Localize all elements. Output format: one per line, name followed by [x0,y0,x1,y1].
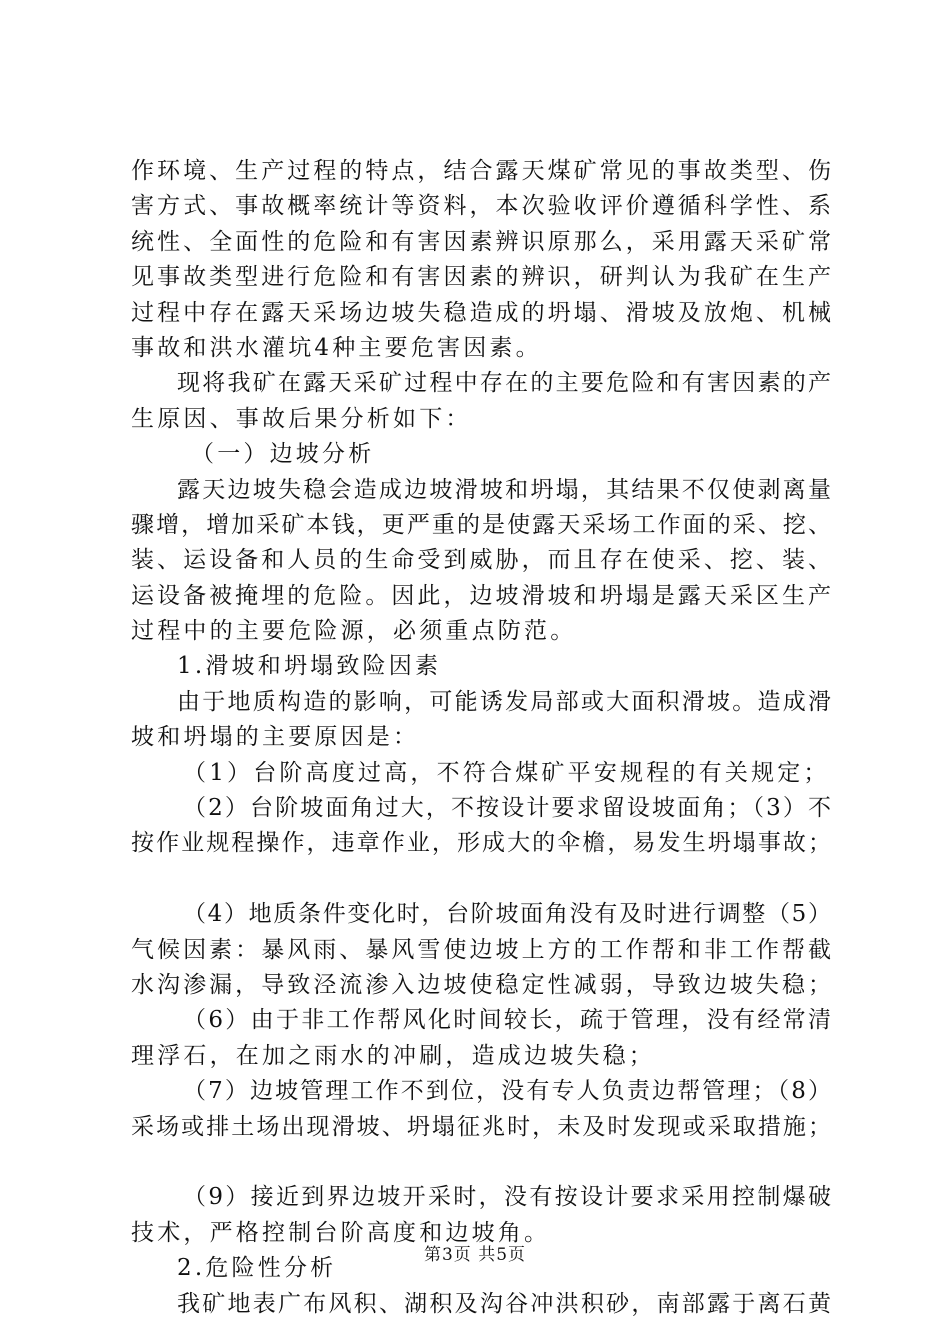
text-line: （2）台阶坡面角过大，不按设计要求留设坡面角；（3）不 [183,795,831,822]
blank-line [131,862,831,897]
text-line: 露天边坡失稳会造成边坡滑坡和坍塌，其结果不仅使剥离量 [177,476,831,503]
text-line: （9）接近到界边坡开采时，没有按设计要求采用控制爆破 [183,1184,831,1211]
text-line: （7）边坡管理工作不到位，没有专人负责边帮管理；（8） [183,1078,831,1105]
section-heading: （一）边坡分析 [191,441,375,468]
text-line: 骤增，增加采矿本钱，更严重的是使露天采场工作面的采、挖、 [131,511,831,538]
text-line: 采场或排土场出现滑坡、坍塌征兆时，未及时发现或采取措施； [131,1113,831,1140]
text-line: 坡和坍塌的主要原因是： [131,724,420,751]
text-line: 见事故类型进行危险和有害因素的辨识，研判认为我矿在生产 [131,264,831,291]
text-line: 害方式、事故概率统计等资料，本次验收评价遵循科学性、系 [131,193,831,220]
text-line: 作环境、生产过程的特点，结合露天煤矿常见的事故类型、伤 [131,158,831,184]
blank-line [131,1145,831,1180]
text-line: （4）地质条件变化时，台阶坡面角没有及时进行调整（5） [183,901,831,928]
text-line: 按作业规程操作，违章作业，形成大的伞檐，易发生坍塌事故； [131,830,831,857]
text-line: 由于地质构造的影响，可能诱发局部或大面积滑坡。造成滑 [177,688,831,715]
text-line: 气候因素：暴风雨、暴风雪使边坡上方的工作帮和非工作帮截 [131,936,831,963]
text-line: 过程中的主要危险源，必须重点防范。 [131,618,577,645]
text-line: 水沟渗漏，导致泾流渗入边坡使稳定性减弱，导致边坡失稳； [131,971,831,998]
text-line: 装、运设备和人员的生命受到威胁，而且存在使采、挖、装、 [131,547,831,574]
page-number-footer: 第3页 共5页 [423,1245,527,1265]
text-line: 现将我矿在露天采矿过程中存在的主要危险和有害因素的产 [177,370,831,397]
text-line: 事故和洪水灌坑4种主要危害因素。 [131,334,542,361]
text-line: 生原因、事故后果分析如下： [131,405,472,432]
text-line: （1）台阶高度过高，不符合煤矿平安规程的有关规定； [183,759,830,786]
subsection-heading: 1.滑坡和坍塌致险因素 [177,653,442,680]
subsection-heading: 2.危险性分析 [177,1255,337,1282]
text-line: 统性、全面性的危险和有害因素辨识原那么，采用露天采矿常 [131,228,831,255]
text-line: 技术，严格控制台阶高度和边坡角。 [131,1219,551,1246]
text-line: （6）由于非工作帮风化时间较长，疏于管理，没有经常清 [183,1007,831,1034]
text-line: 过程中存在露天采场边坡失稳造成的坍塌、滑坡及放炮、机械 [131,299,831,326]
text-line: 我矿地表广布风积、湖积及沟谷冲洪积砂，南部露于离石黄 [177,1290,831,1317]
document-body [131,154,831,1322]
text-line: 运设备被掩埋的危险。因此，边坡滑坡和坍塌是露天采区生产 [131,582,831,609]
text-line: 理浮石，在加之雨水的冲刷，造成边坡失稳； [131,1042,655,1069]
